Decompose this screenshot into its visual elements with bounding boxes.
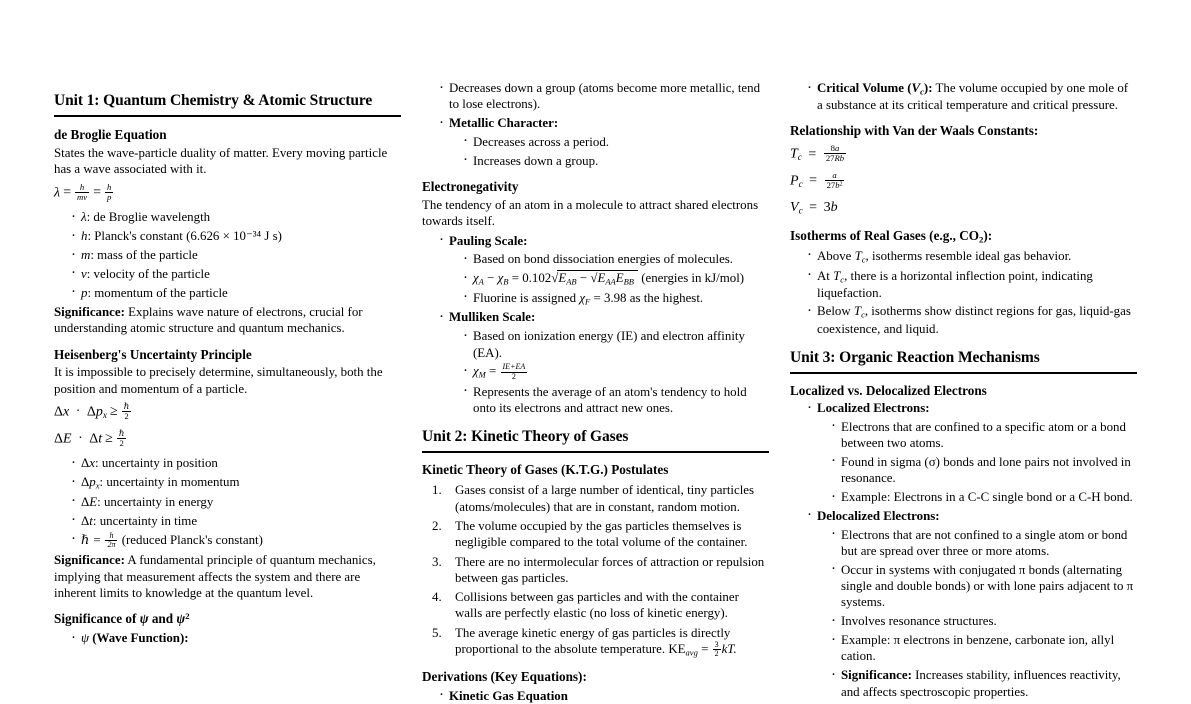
heisenberg-intro: It is impossible to precisely determine, simultaneously, both the position and momentum of a particle. bbox=[54, 365, 383, 396]
unit-1-heading: Unit 1: Quantum Chemistry & Atomic Structure bbox=[54, 92, 373, 109]
list-item: · Found in sigma (σ) bonds and lone pairs not involved in resonance. bbox=[830, 454, 1137, 487]
heisenberg-significance bbox=[54, 552, 401, 601]
mulliken-formula-item bbox=[462, 363, 769, 381]
ktg-postulates-list bbox=[422, 482, 769, 658]
localized-electrons-label: Localized Electrons: bbox=[817, 401, 930, 416]
mulliken-formula: $\chi_M$ = $\frac{IE+EA}{2}$ bbox=[473, 362, 526, 381]
list-item: · Decreases across a period. bbox=[462, 134, 769, 150]
heisenberg-heading: Heisenberg's Uncertainty Principle bbox=[54, 346, 252, 362]
psi-heading-and: and bbox=[148, 611, 177, 627]
psi-wave-function-label: (Wave Function): bbox=[89, 631, 189, 646]
list-item: · v: velocity of the particle bbox=[70, 266, 401, 282]
critical-volume-text: The volume occupied by one mole of a substance at its critical temperature and critical pressure. bbox=[817, 81, 1129, 113]
list-item: · Electrons that are not confined to a single atom or bond but are spread over three or more atoms. bbox=[830, 527, 1137, 560]
list-item: · Above $T_c$, isotherms resemble ideal gas behavior. bbox=[806, 248, 1137, 265]
symbol-desc: : uncertainty in energy bbox=[97, 494, 214, 509]
list-item: Gases consist of a large number of identical, tiny particles (atoms/molecules) that are in constant, random motion. bbox=[455, 483, 755, 514]
delocalized-significance-item bbox=[830, 667, 1137, 700]
isotherm-pre: Below bbox=[817, 304, 854, 319]
list-item: · Represents the average of an atom's tendency to hold onto its electrons and attract new ones. bbox=[462, 384, 769, 417]
heisenberg-formula-position-momentum: $\Delta x \cdot \Delta p_x$ ≥ $\frac{\text{ℏ}}{2}$ bbox=[54, 401, 130, 422]
symbol-desc: : uncertainty in position bbox=[95, 456, 218, 471]
ionization-tail-list bbox=[422, 80, 769, 169]
list-item: · p: momentum of the particle bbox=[70, 285, 401, 301]
isotherm-pre: Above bbox=[817, 248, 855, 263]
list-item bbox=[438, 688, 769, 704]
list-item: The volume occupied by the gas particles themselves is negligible compared to the total volume of the container. bbox=[455, 518, 748, 550]
list-item: Collisions between gas particles and with the container walls are perfectly elastic (no loss of kinetic energy). bbox=[455, 590, 739, 621]
critical-temperature-formula: $T_c$ = $\frac{8a}{27Rb}$ bbox=[790, 143, 845, 164]
critical-volume-label: Critical Volume ( bbox=[817, 81, 912, 95]
isotherm-post: , there is a horizontal inflection point, indicating liquefaction. bbox=[817, 268, 1093, 300]
kinetic-gas-equation-label: Kinetic Gas Equation bbox=[449, 688, 568, 703]
list-item: · λ: de Broglie wavelength bbox=[70, 209, 401, 225]
column-3 bbox=[790, 80, 1137, 699]
pauling-formula: $\chi_A - \chi_B = 0.102√E_{AB} - √E_{AA}E_{BB}$ bbox=[473, 271, 638, 285]
pauling-formula-note: (energies in kJ/mol) bbox=[641, 271, 745, 286]
delocalized-electrons-label: Delocalized Electrons: bbox=[817, 508, 940, 523]
localized-delocalized-heading: Localized vs. Delocalized Electrons bbox=[790, 383, 987, 399]
kinetic-energy-formula: $KE_{avg}$ = $\frac{3}{2}$ kT. bbox=[668, 640, 737, 659]
significance-label: Significance: bbox=[54, 553, 125, 568]
pauling-scale-label: Pauling Scale: bbox=[449, 233, 528, 248]
electronegativity-intro: The tendency of an atom in a molecule to attract shared electrons towards itself. bbox=[422, 197, 759, 229]
symbol-desc: : momentum of the particle bbox=[87, 285, 228, 300]
unit-1-rule bbox=[54, 115, 401, 117]
de-broglie-symbol-list bbox=[54, 209, 401, 301]
list-item: · Δx: uncertainty in position bbox=[70, 455, 401, 471]
ktg-postulates-heading: Kinetic Theory of Gases (K.T.G.) Postulates bbox=[422, 462, 669, 478]
isotherms-heading-prefix: Isotherms of Real Gases (e.g., CO bbox=[790, 227, 979, 243]
list-item: · ψ (Wave Function): bbox=[70, 630, 401, 646]
list-item: · Involves resonance structures. bbox=[830, 613, 1137, 629]
list-item: · Increases down a group. bbox=[462, 153, 769, 169]
list-item: · ℏ = $\frac{h}{2\pi}$ (reduced Planck's constant) bbox=[70, 532, 401, 550]
list-item: · Occur in systems with conjugated π bonds (alternating single and double bonds) or with lone pairs adjacent to π systems. bbox=[830, 562, 1137, 611]
isotherms-heading-sub: 2 bbox=[979, 234, 984, 245]
list-item: · Example: Electrons in a C-C single bond or a C-H bond. bbox=[830, 489, 1137, 505]
isotherms-list bbox=[790, 248, 1137, 337]
symbol-desc: : velocity of the particle bbox=[86, 266, 210, 281]
vdw-relationship-heading: Relationship with Van der Waals Constants: bbox=[790, 123, 1039, 139]
column-1 bbox=[54, 80, 401, 646]
de-broglie-heading: de Broglie Equation bbox=[54, 127, 167, 143]
unit-2-rule bbox=[422, 451, 769, 453]
pauling-formula-item bbox=[462, 270, 769, 287]
critical-volume-formula: $V_c = 3b$ bbox=[790, 199, 838, 216]
unit-3-heading: Unit 3: Organic Reaction Mechanisms bbox=[790, 348, 1040, 366]
delocalized-electrons-item bbox=[806, 508, 1137, 700]
heisenberg-formula-energy-time: ΔE · Δt ≥ $\frac{\text{ℏ}}{2}$ bbox=[54, 427, 125, 448]
metallic-character-item bbox=[438, 115, 769, 169]
postulate-5-text: The average kinetic energy of gas particles is directly proportional to the absolute temperature. bbox=[455, 625, 731, 657]
list-item: · Example: π electrons in benzene, carbonate ion, allyl cation. bbox=[830, 632, 1137, 665]
isotherms-heading bbox=[790, 228, 1137, 245]
mulliken-scale-label: Mulliken Scale: bbox=[449, 310, 536, 325]
electronegativity-heading: Electronegativity bbox=[422, 179, 519, 195]
postulate-5-item bbox=[422, 625, 769, 659]
critical-volume-list bbox=[790, 80, 1137, 113]
symbol-desc: : uncertainty in time bbox=[92, 513, 198, 528]
electron-types-list bbox=[790, 400, 1137, 700]
metallic-character-label: Metallic Character: bbox=[449, 116, 559, 131]
significance-label: Significance: bbox=[54, 305, 125, 319]
mulliken-sublist bbox=[449, 328, 769, 416]
list-item: · Δt: uncertainty in time bbox=[70, 513, 401, 529]
electronegativity-scales-list bbox=[422, 233, 769, 417]
significance-text: A fundamental principle of quantum mechanics, implying that measurement affects the system and there are inherent limits to knowledge at the quantum level. bbox=[54, 553, 376, 600]
fluorine-pre: Fluorine is assigned bbox=[473, 290, 580, 305]
psi-list bbox=[54, 630, 401, 646]
psi-significance-heading: Significance of ψ and $\psi^2$ bbox=[54, 611, 190, 627]
de-broglie-significance bbox=[54, 304, 401, 337]
symbol-desc: : Planck's constant (6.626 × 10⁻³⁴ J s) bbox=[87, 229, 282, 244]
symbol-desc: : mass of the particle bbox=[90, 248, 198, 263]
list-item: · At $T_c$, there is a horizontal inflection point, indicating liquefaction. bbox=[806, 268, 1137, 301]
significance-text: Explains wave nature of electrons, crucial for understanding atomic structure and quantum mechanics. bbox=[54, 305, 363, 336]
unit-2-heading: Unit 2: Kinetic Theory of Gases bbox=[422, 428, 629, 446]
fluorine-post: as the highest. bbox=[626, 290, 704, 305]
derivations-list bbox=[422, 688, 769, 704]
mulliken-scale-item bbox=[438, 309, 769, 416]
symbol-desc: (reduced Planck's constant) bbox=[121, 532, 263, 547]
unit-3-rule bbox=[790, 372, 1137, 374]
heisenberg-symbol-list bbox=[54, 455, 401, 549]
localized-sublist bbox=[817, 419, 1137, 506]
de-broglie-formula: λ = $\frac{h}{mv}$ = $\frac{h}{p}$ bbox=[54, 181, 112, 202]
isotherm-post: , isotherms show distinct regions for gas, liquid-gas coexistence, and liquid. bbox=[817, 304, 1131, 336]
list-item: There are no intermolecular forces of attraction or repulsion between gas particles. bbox=[455, 554, 765, 585]
fluorine-item: · Fluorine is assigned $\chi_F = 3.98$ as the highest. bbox=[462, 290, 769, 307]
significance-label: Significance: bbox=[841, 668, 912, 683]
psi-heading-prefix: Significance of bbox=[54, 611, 140, 627]
significance-text: Increases stability, influences reactivity, and affects spectroscopic properties. bbox=[841, 668, 1121, 699]
list-item: · Below $T_c$, isotherms show distinct regions for gas, liquid-gas coexistence, and liquid. bbox=[806, 303, 1137, 336]
pauling-scale-item bbox=[438, 233, 769, 307]
isotherm-pre: At bbox=[817, 268, 834, 283]
critical-pressure-formula: $P_c$ = $\frac{a}{27b^2}$ bbox=[790, 169, 843, 191]
delocalized-sublist bbox=[817, 527, 1137, 700]
list-item: · Decreases down a group (atoms become more metallic, tend to lose electrons). bbox=[438, 80, 769, 113]
critical-volume-item: · Critical Volume $(V_c)$: The volume occupied by one mole of a substance at its critical temperature and critical pressure. bbox=[806, 80, 1137, 113]
symbol-desc: : uncertainty in momentum bbox=[99, 475, 240, 490]
list-item: · ΔE: uncertainty in energy bbox=[70, 494, 401, 510]
list-item: · m: mass of the particle bbox=[70, 247, 401, 263]
localized-electrons-item bbox=[806, 400, 1137, 505]
metallic-character-sublist bbox=[449, 134, 769, 169]
critical-volume-label-end: ): bbox=[923, 81, 933, 95]
symbol-desc: : de Broglie wavelength bbox=[86, 210, 211, 225]
isotherm-post: , isotherms resemble ideal gas behavior. bbox=[865, 248, 1072, 263]
list-item: · Based on ionization energy (IE) and electron affinity (EA). bbox=[462, 328, 769, 361]
list-item: · Electrons that are confined to a specific atom or a bond between two atoms. bbox=[830, 419, 1137, 452]
de-broglie-intro: States the wave-particle duality of matter. Every moving particle has a wave associated with it. bbox=[54, 146, 388, 177]
list-item: · Based on bond dissociation energies of molecules. bbox=[462, 251, 769, 267]
isotherms-heading-suffix: ): bbox=[983, 227, 993, 243]
pauling-sublist bbox=[449, 251, 769, 307]
derivations-heading: Derivations (Key Equations): bbox=[422, 668, 587, 684]
column-2 bbox=[422, 80, 769, 703]
three-column-layout bbox=[54, 80, 1136, 703]
list-item: · $\Delta p_x$: uncertainty in momentum bbox=[70, 474, 401, 491]
list-item: · h: Planck's constant (6.626 × 10⁻³⁴ J s) bbox=[70, 228, 401, 244]
